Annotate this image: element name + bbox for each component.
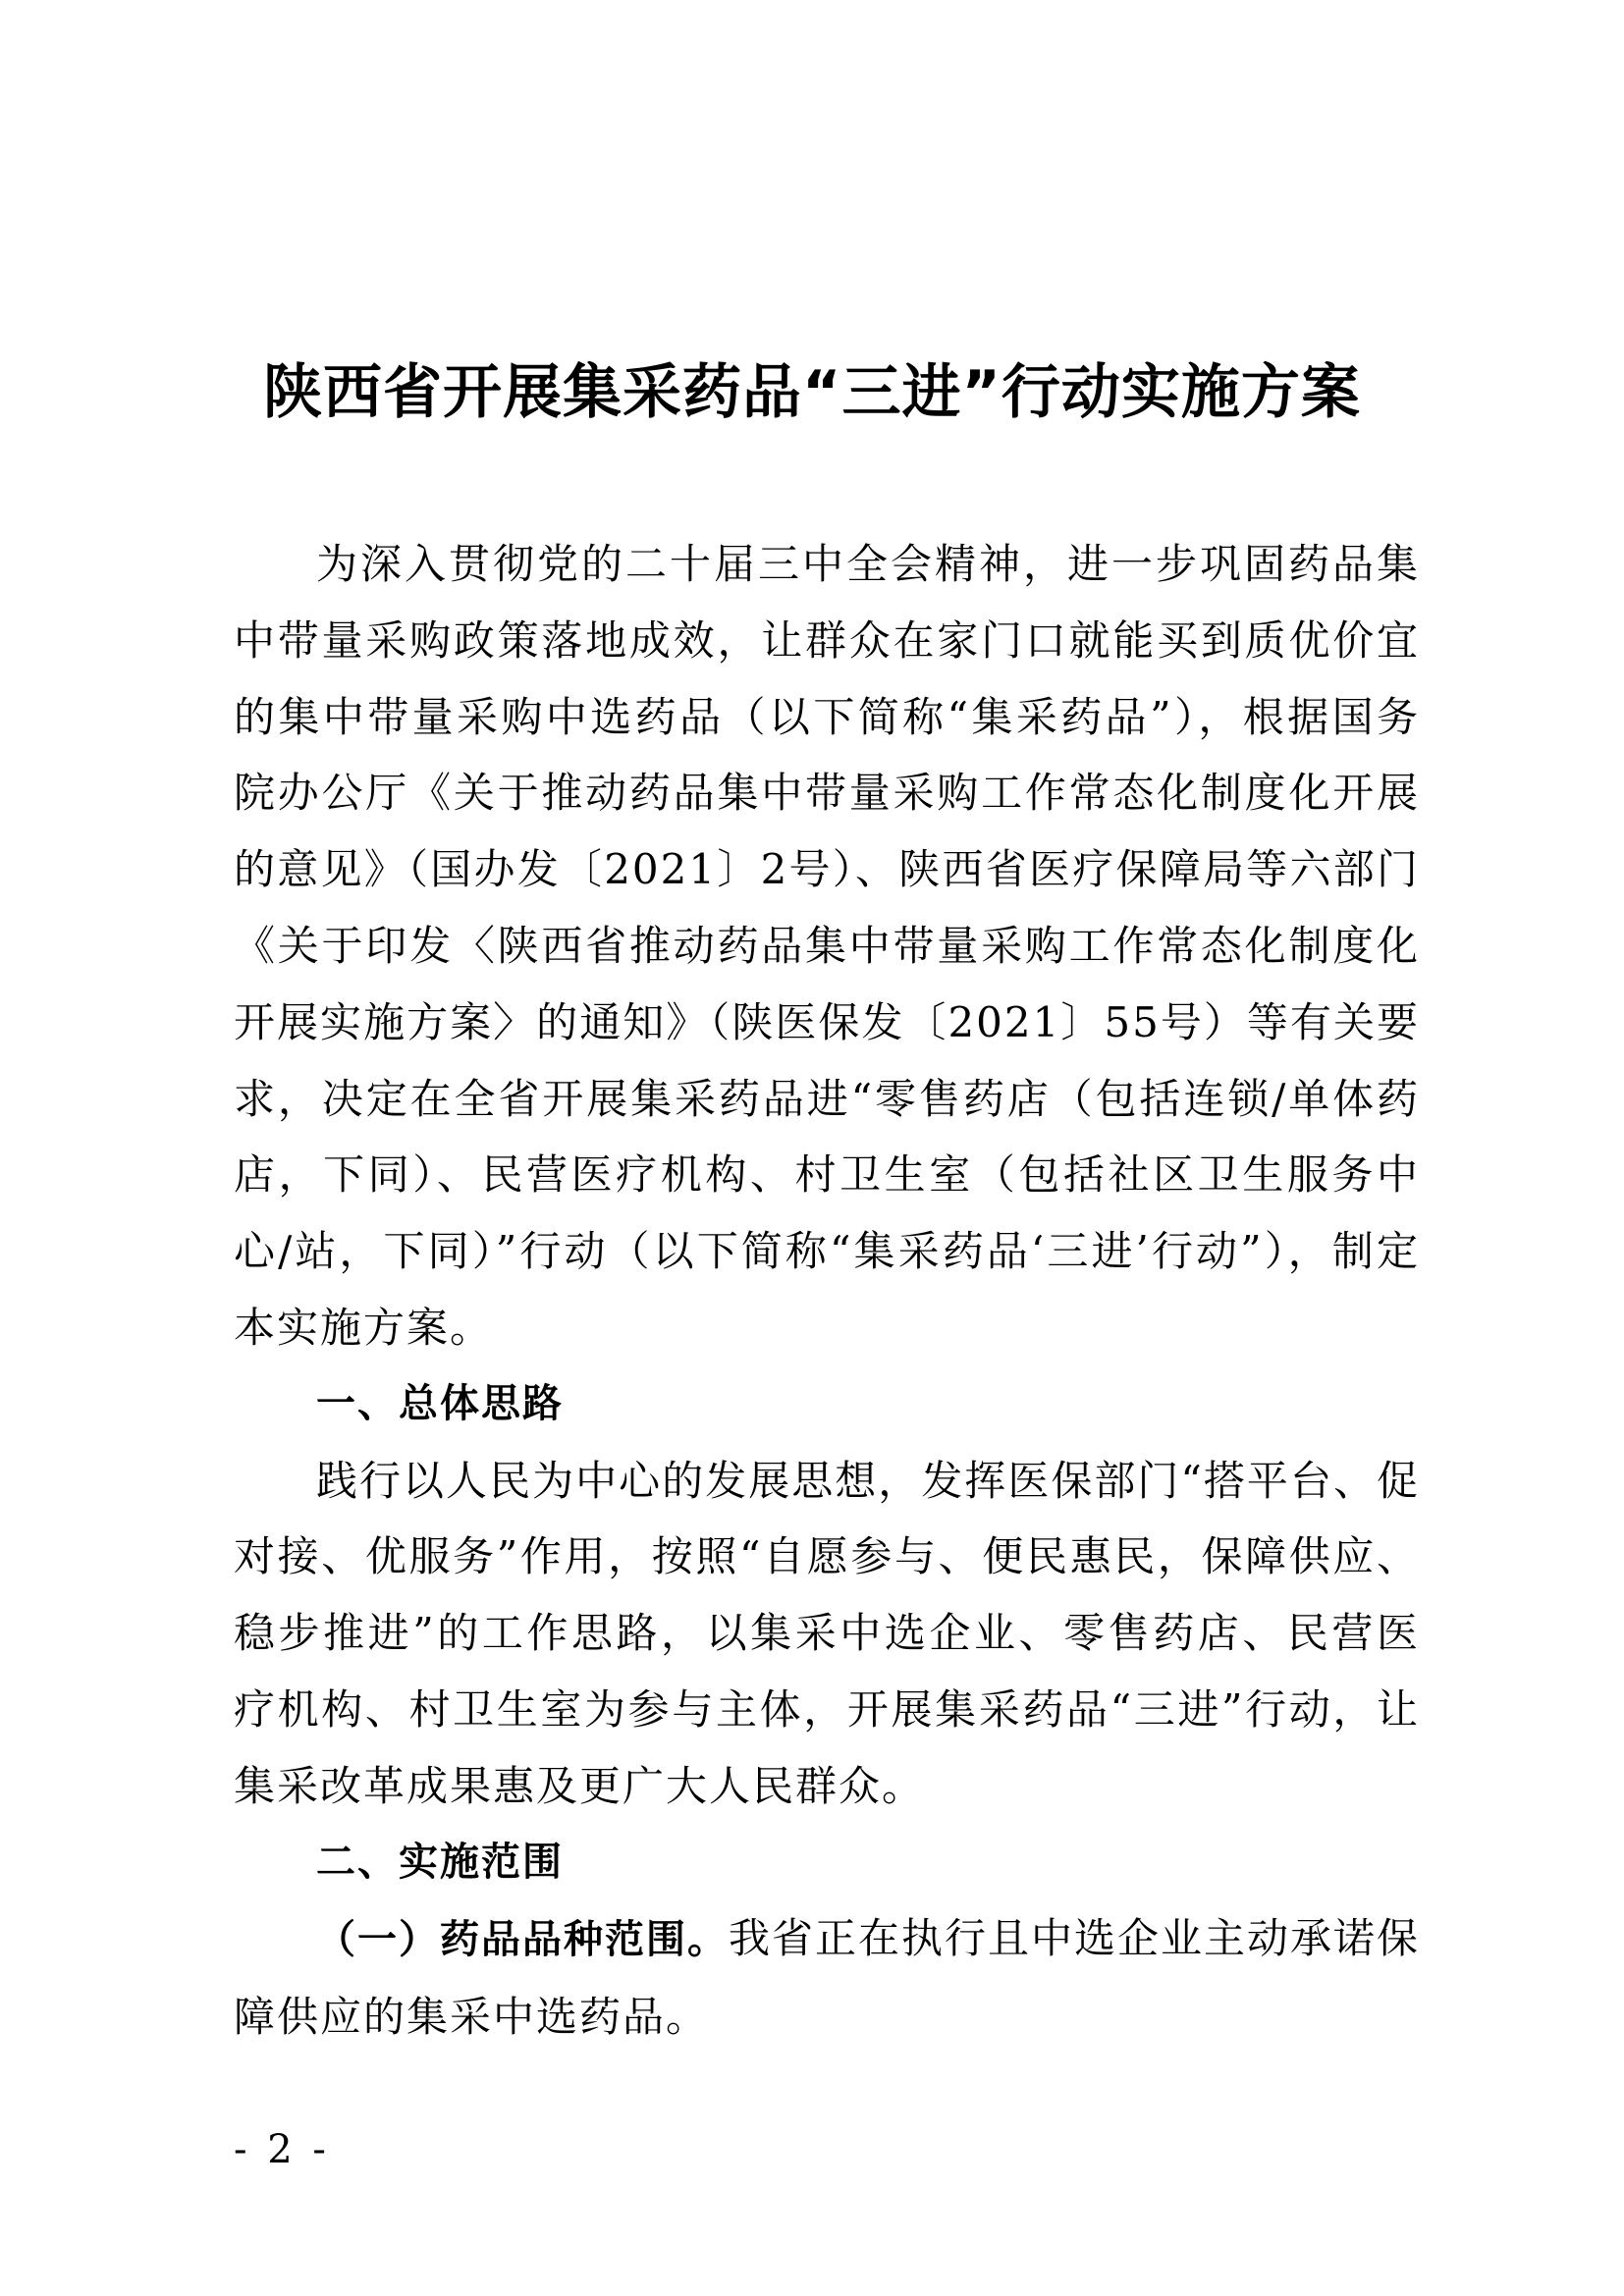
document-title: 陕西省开展集采药品“三进”行动实施方案 bbox=[263, 358, 1361, 427]
section-heading-scope: 二、实施范围 bbox=[316, 1839, 564, 1885]
drug-scope-text: 我省正在执行且中选企业主动承诺保障供应的集采中选药品。 bbox=[234, 1914, 1421, 2042]
drug-scope-paragraph bbox=[234, 1900, 1420, 2056]
document-body bbox=[234, 526, 1420, 2056]
intro-paragraph: 为深入贯彻党的二十届三中全会精神，进一步巩固药品集中带量采购政策落地成效，让群众在家门口就能买到质优价宜的集中带量采购中选药品（以下简称“集采药品”），根据国务院办公厅《关于推动药品集中带量采购工作常态化制度化开展的意见》（国办发〔2021〕2号）、陕西省医疗保障局等六部门《关于印发〈陕西省推动药品集中带量采购工作常态化制度化开展实施方案〉的通知》（陕医保发〔2021〕55号）等有关要求，决定在全省开展集采药品进“零售药店（包括连锁/单体药店，下同）、民营医疗机构、村卫生室（包括社区卫生服务中心/站，下同）”行动（以下简称“集采药品‘三进’行动”），制定本实施方案。 bbox=[234, 540, 1420, 1352]
overall-approach-paragraph: 践行以人民为中心的发展思想，发挥医保部门“搭平台、促对接、优服务”作用，按照“自愿参与、便民惠民，保障供应、稳步推进”的工作思路，以集采中选企业、零售药店、民营医疗机构、村卫生室为参与主体，开展集采药品“三进”行动，让集采改革成果惠及更广大人民群众。 bbox=[234, 1456, 1420, 1810]
section-heading-overall-approach: 一、总体思路 bbox=[316, 1380, 564, 1426]
page-number: - 2 - bbox=[234, 2127, 330, 2172]
drug-scope-lead: （一）药品品种范围。 bbox=[316, 1917, 729, 1963]
